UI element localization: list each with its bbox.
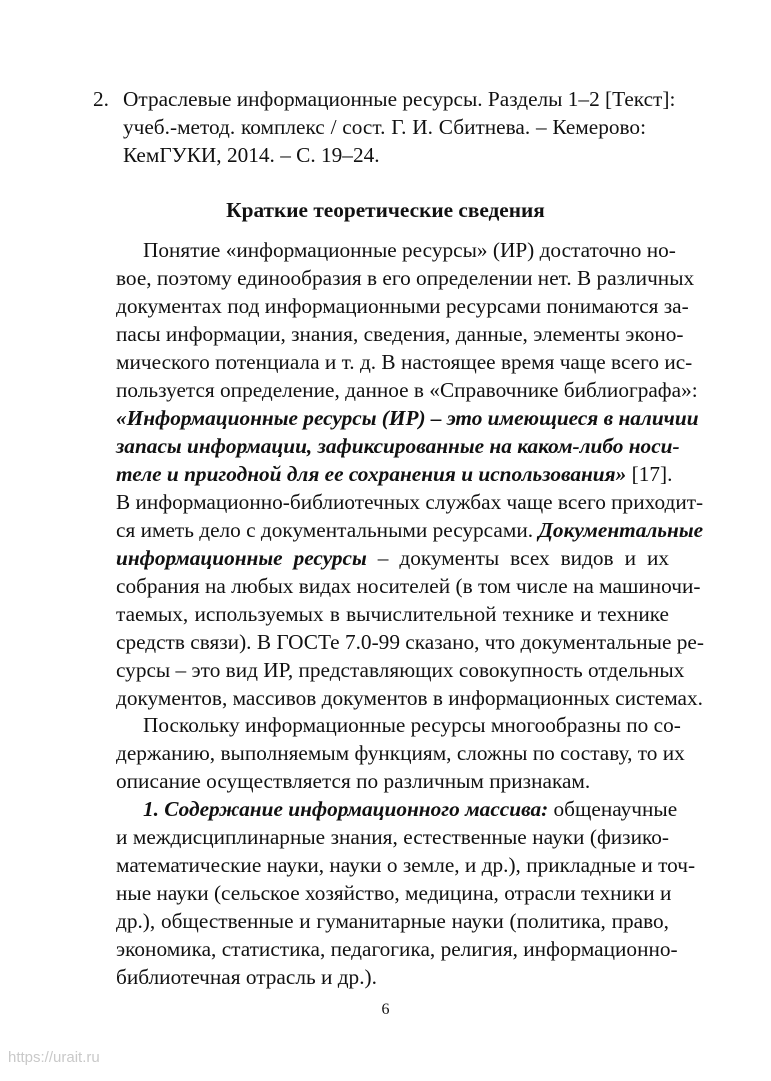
paragraph-line: вое, поэтому единообразия в его определении нет. В различных <box>116 266 695 290</box>
paragraph-text: общенаучные <box>548 797 678 821</box>
paragraph-line <box>116 517 704 544</box>
paragraph-line: документах под информационными ресурсами понимаются за- <box>116 294 689 318</box>
definition-text: теле и пригодной для ее сохранения и использования» <box>116 462 627 486</box>
page-number: 6 <box>381 1001 390 1018</box>
definition-line: запасы информации, зафиксированные на каком-либо носи- <box>116 434 680 458</box>
paragraph-line: В информационно-библиотечных службах чаще всего приходит- <box>116 490 704 514</box>
paragraph-line: др.), общественные и гуманитарные науки (политика, право, <box>116 909 669 933</box>
paragraph-line: пасы информации, знания, сведения, данные, элементы эконо- <box>116 322 684 346</box>
paragraph-text: – документы всех видов и их <box>366 546 669 570</box>
paragraph-line: Поскольку информационные ресурсы многообразны по со- <box>143 713 681 737</box>
reference-line: КемГУКИ, 2014. – С. 19–24. <box>123 143 380 167</box>
paragraph-line: сурсы – это вид ИР, представляющих совокупность отдельных <box>116 658 685 682</box>
paragraph-line: пользуется определение, данное в «Справочнике библиографа»: <box>116 378 698 402</box>
paragraph-line: и междисциплинарные знания, естественные науки (физико- <box>116 825 669 849</box>
paragraph-line <box>143 796 678 823</box>
reference-number: 2. <box>93 87 109 111</box>
section-heading: Краткие теоретические сведения <box>226 198 545 222</box>
definition-line: «Информационные ресурсы (ИР) – это имеющиеся в наличии <box>116 406 699 430</box>
paragraph-line: держанию, выполняемым функциям, сложны по составу, то их <box>116 741 685 765</box>
paragraph-line: мического потенциала и т. д. В настоящее время чаще всего ис- <box>116 350 693 374</box>
paragraph-line: средств связи). В ГОСТе 7.0-99 сказано, что документальные ре- <box>116 630 704 654</box>
paragraph-line: экономика, статистика, педагогика, религия, информационно- <box>116 937 678 961</box>
paragraph-line <box>116 461 673 488</box>
paragraph-line: собрания на любых видах носителей (в том числе на машиночи- <box>116 574 701 598</box>
paragraph-line: библиотечная отрасль и др.). <box>116 965 377 989</box>
term-text: Документальные <box>538 518 704 542</box>
paragraph-line: документов, массивов документов в информационных системах. <box>116 686 703 710</box>
reference-line: Отраслевые информационные ресурсы. Разделы 1–2 [Текст]: <box>123 87 676 111</box>
paragraph-line: математические науки, науки о земле, и др.), прикладные и точ- <box>116 853 696 877</box>
paragraph-line: таемых, используемых в вычислительной технике и технике <box>116 602 669 626</box>
citation: [17]. <box>626 462 673 486</box>
paragraph-line <box>116 545 669 572</box>
paragraph-line: описание осуществляется по различным признакам. <box>116 769 591 793</box>
list-heading: 1. Содержание информационного массива: <box>143 797 549 821</box>
paragraph-text: ся иметь дело с документальными ресурсами. <box>116 518 539 542</box>
paragraph-line: Понятие «информационные ресурсы» (ИР) достаточно но- <box>143 238 676 262</box>
watermark-url: https://urait.ru <box>8 1049 100 1066</box>
term-text: информационные ресурсы <box>116 546 367 570</box>
paragraph-line: ные науки (сельское хозяйство, медицина, отрасли техники и <box>116 881 672 905</box>
reference-line: учеб.-метод. комплекс / сост. Г. И. Сбитнева. – Кемерово: <box>123 115 646 139</box>
